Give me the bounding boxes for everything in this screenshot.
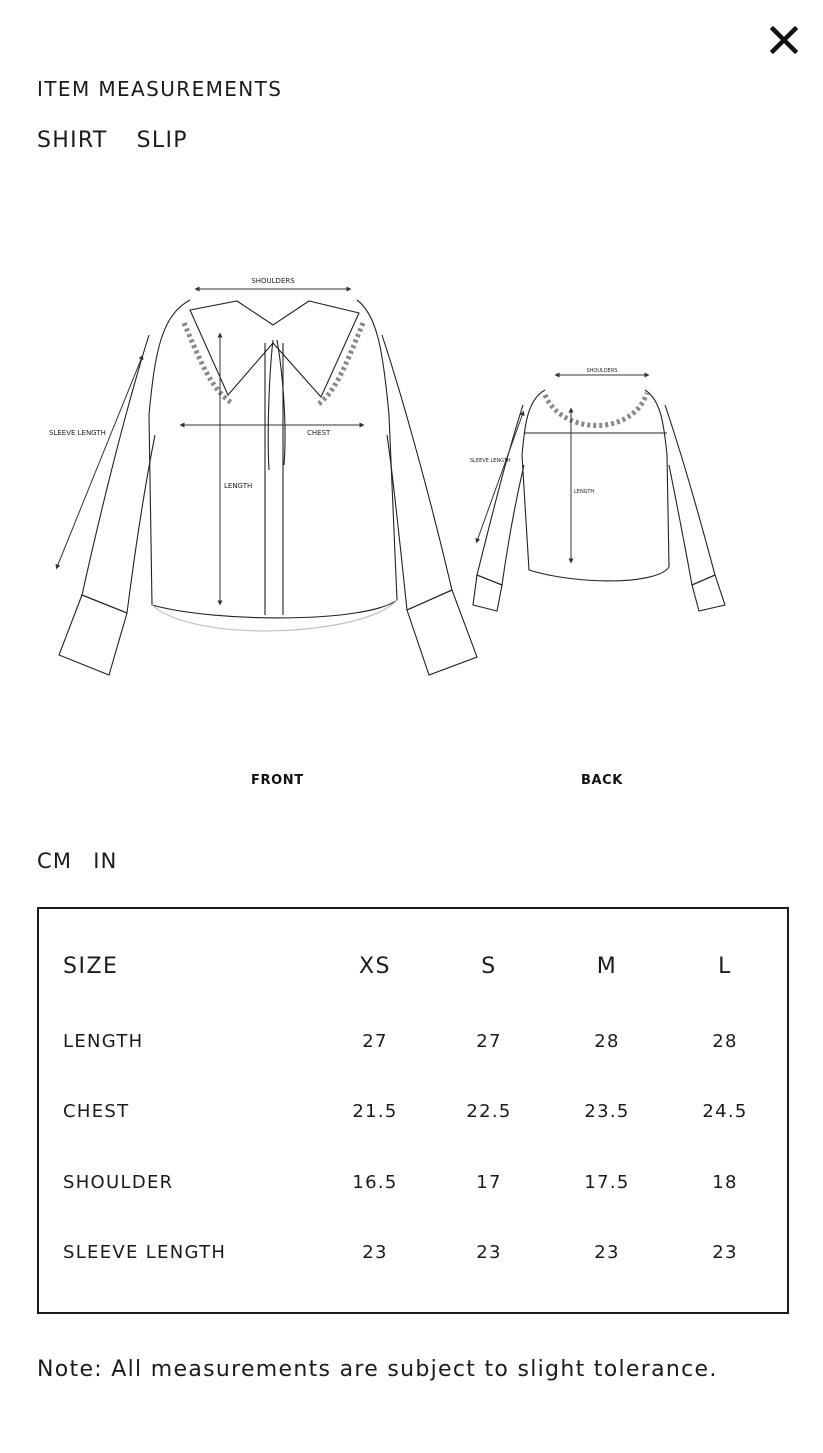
product-tabs <box>37 128 188 153</box>
table-row <box>39 1163 787 1203</box>
front-shoulders-label: SHOULDERS <box>251 277 295 285</box>
table-row <box>39 1022 787 1062</box>
table-cell: 23 <box>476 1242 502 1263</box>
row-label: SLEEVE LENGTH <box>63 1242 227 1263</box>
size-header: SIZE <box>63 954 119 979</box>
table-cell: 27 <box>476 1031 502 1052</box>
back-caption: BACK <box>581 773 623 788</box>
table-cell: 28 <box>712 1031 738 1052</box>
back-shoulders-label: SHOULDERS <box>586 368 618 374</box>
table-cell: 16.5 <box>352 1172 398 1193</box>
row-label: CHEST <box>63 1101 130 1122</box>
front-body-outline <box>149 300 397 618</box>
front-chest-label: CHEST <box>307 429 331 437</box>
table-row <box>39 1233 787 1273</box>
table-row <box>39 1092 787 1132</box>
row-label: LENGTH <box>63 1031 144 1052</box>
table-header-row <box>39 947 787 987</box>
table-cell: 21.5 <box>352 1101 398 1122</box>
front-right-cuff <box>407 590 477 675</box>
size-m-header: M <box>596 954 618 979</box>
unit-cm-button[interactable]: CM <box>37 849 73 873</box>
size-s-header: S <box>481 954 497 979</box>
table-cell: 23 <box>712 1242 738 1263</box>
front-sleeve-label: SLEEVE LENGTH <box>49 429 106 437</box>
table-cell: 22.5 <box>466 1101 512 1122</box>
garment-illustration <box>37 175 797 815</box>
table-cell: 18 <box>712 1172 738 1193</box>
back-length-label: LENGTH <box>574 489 595 495</box>
size-chart-table <box>37 907 789 1314</box>
close-icon <box>766 22 802 58</box>
table-cell: 23 <box>594 1242 620 1263</box>
unit-toggle <box>37 849 118 873</box>
table-cell: 23.5 <box>584 1101 630 1122</box>
tolerance-note: Note: All measurements are subject to slight tolerance. <box>37 1357 718 1382</box>
table-cell: 17.5 <box>584 1172 630 1193</box>
tab-slip[interactable]: SLIP <box>136 128 188 153</box>
table-cell: 23 <box>362 1242 388 1263</box>
front-left-cuff <box>59 595 127 675</box>
tab-shirt[interactable]: SHIRT <box>37 128 108 153</box>
table-cell: 17 <box>476 1172 502 1193</box>
back-sleeve-label: SLEEVE LENGTH <box>470 458 511 464</box>
size-xs-header: XS <box>358 954 392 979</box>
table-cell: 24.5 <box>702 1101 748 1122</box>
table-cell: 27 <box>362 1031 388 1052</box>
size-l-header: L <box>718 954 732 979</box>
table-cell: 28 <box>594 1031 620 1052</box>
row-label: SHOULDER <box>63 1172 174 1193</box>
front-caption: FRONT <box>251 773 304 788</box>
front-length-label: LENGTH <box>224 482 253 490</box>
close-button[interactable] <box>766 22 802 58</box>
unit-in-button[interactable]: IN <box>93 849 118 873</box>
back-body-outline <box>522 390 669 581</box>
modal-title: ITEM MEASUREMENTS <box>37 77 283 101</box>
